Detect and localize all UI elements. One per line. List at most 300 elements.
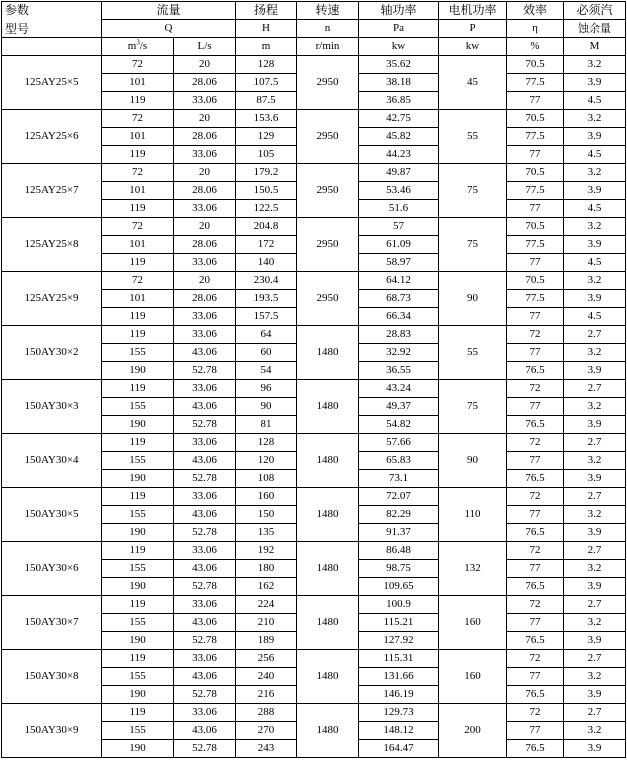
npsh-cell: 4.5 — [564, 146, 626, 164]
flow-m3s-cell: 101 — [102, 74, 174, 92]
unit-head: m — [236, 38, 297, 56]
flow-m3s-cell: 72 — [102, 56, 174, 74]
efficiency-cell: 70.5 — [507, 56, 564, 74]
npsh-cell: 3.2 — [564, 614, 626, 632]
flow-m3s-cell: 155 — [102, 560, 174, 578]
efficiency-cell: 72 — [507, 542, 564, 560]
unit-motor-power: kw — [439, 38, 507, 56]
flow-ls-cell: 52.78 — [174, 740, 236, 758]
shaft-power-cell: 44.23 — [359, 146, 439, 164]
flow-ls-cell: 52.78 — [174, 470, 236, 488]
flow-m3s-cell: 119 — [102, 146, 174, 164]
flow-ls-cell: 43.06 — [174, 560, 236, 578]
npsh-cell: 3.9 — [564, 524, 626, 542]
efficiency-cell: 77 — [507, 398, 564, 416]
head-cell: 157.5 — [236, 308, 297, 326]
efficiency-cell: 77.5 — [507, 236, 564, 254]
speed-cell: 1480 — [297, 326, 359, 380]
shaft-power-cell: 127.92 — [359, 632, 439, 650]
flow-ls-cell: 52.78 — [174, 416, 236, 434]
flow-ls-cell: 33.06 — [174, 146, 236, 164]
speed-cell: 1480 — [297, 596, 359, 650]
flow-m3s-cell: 190 — [102, 470, 174, 488]
npsh-cell: 2.7 — [564, 542, 626, 560]
flow-m3s-cell: 119 — [102, 308, 174, 326]
efficiency-cell: 70.5 — [507, 218, 564, 236]
npsh-cell: 3.2 — [564, 668, 626, 686]
head-cell: 81 — [236, 416, 297, 434]
head-cell: 288 — [236, 704, 297, 722]
npsh-cell: 3.9 — [564, 74, 626, 92]
efficiency-cell: 76.5 — [507, 362, 564, 380]
model-cell: 125AY25×5 — [2, 56, 102, 110]
npsh-cell: 3.9 — [564, 740, 626, 758]
npsh-cell: 2.7 — [564, 704, 626, 722]
flow-m3s-cell: 119 — [102, 650, 174, 668]
efficiency-cell: 77 — [507, 146, 564, 164]
unit-flow-ls: L/s — [174, 38, 236, 56]
model-cell: 150AY30×5 — [2, 488, 102, 542]
flow-m3s-cell: 119 — [102, 326, 174, 344]
head-cell: 64 — [236, 326, 297, 344]
shaft-power-cell: 51.6 — [359, 200, 439, 218]
head-cell: 193.5 — [236, 290, 297, 308]
flow-ls-cell: 20 — [174, 164, 236, 182]
shaft-power-cell: 28.83 — [359, 326, 439, 344]
head-cell: 140 — [236, 254, 297, 272]
head-cell: 105 — [236, 146, 297, 164]
flow-ls-cell: 33.06 — [174, 704, 236, 722]
shaft-power-cell: 58.97 — [359, 254, 439, 272]
symbol-head: H — [236, 20, 297, 38]
efficiency-cell: 76.5 — [507, 578, 564, 596]
head-cell: 128 — [236, 56, 297, 74]
efficiency-cell: 70.5 — [507, 272, 564, 290]
efficiency-cell: 77 — [507, 344, 564, 362]
npsh-label-line2: 蚀余量 — [564, 20, 626, 38]
efficiency-cell: 76.5 — [507, 416, 564, 434]
table-row — [2, 596, 626, 614]
flow-ls-cell: 28.06 — [174, 128, 236, 146]
motor-power-cell: 90 — [439, 434, 507, 488]
head-cell: 150 — [236, 506, 297, 524]
head-cell: 240 — [236, 668, 297, 686]
model-cell: 125AY25×7 — [2, 164, 102, 218]
npsh-cell: 3.2 — [564, 344, 626, 362]
head-cell: 129 — [236, 128, 297, 146]
symbol-flow: Q — [102, 20, 236, 38]
shaft-power-cell: 146.19 — [359, 686, 439, 704]
flow-m3s-cell: 155 — [102, 614, 174, 632]
flow-m3s-cell: 119 — [102, 92, 174, 110]
flow-ls-cell: 43.06 — [174, 344, 236, 362]
flow-m3s-cell: 155 — [102, 506, 174, 524]
head-cell: 179.2 — [236, 164, 297, 182]
flow-m3s-cell: 155 — [102, 452, 174, 470]
shaft-power-cell: 109.65 — [359, 578, 439, 596]
flow-m3s-cell: 119 — [102, 488, 174, 506]
header-speed: 转速 — [297, 2, 359, 20]
npsh-cell: 3.9 — [564, 470, 626, 488]
shaft-power-cell: 49.87 — [359, 164, 439, 182]
flow-m3s-cell: 119 — [102, 254, 174, 272]
shaft-power-cell: 148.12 — [359, 722, 439, 740]
symbol-shaft-power: Pa — [359, 20, 439, 38]
head-cell: 210 — [236, 614, 297, 632]
npsh-cell: 4.5 — [564, 254, 626, 272]
table-row — [2, 326, 626, 344]
head-cell: 135 — [236, 524, 297, 542]
speed-cell: 2950 — [297, 110, 359, 164]
head-cell: 172 — [236, 236, 297, 254]
npsh-cell: 3.9 — [564, 632, 626, 650]
header-row-names — [2, 2, 626, 20]
flow-ls-cell: 28.06 — [174, 74, 236, 92]
shaft-power-cell: 45.82 — [359, 128, 439, 146]
shaft-power-cell: 100.9 — [359, 596, 439, 614]
flow-m3s-cell: 190 — [102, 578, 174, 596]
shaft-power-cell: 65.83 — [359, 452, 439, 470]
flow-ls-cell: 33.06 — [174, 326, 236, 344]
motor-power-cell: 200 — [439, 704, 507, 758]
head-cell: 90 — [236, 398, 297, 416]
efficiency-cell: 72 — [507, 704, 564, 722]
motor-power-cell: 75 — [439, 164, 507, 218]
flow-ls-cell: 20 — [174, 272, 236, 290]
npsh-cell: 2.7 — [564, 650, 626, 668]
head-cell: 192 — [236, 542, 297, 560]
table-row — [2, 542, 626, 560]
efficiency-cell: 77 — [507, 452, 564, 470]
motor-power-cell: 75 — [439, 218, 507, 272]
unit-efficiency: % — [507, 38, 564, 56]
npsh-cell: 3.2 — [564, 398, 626, 416]
flow-ls-cell: 33.06 — [174, 380, 236, 398]
efficiency-cell: 72 — [507, 650, 564, 668]
flow-ls-cell: 52.78 — [174, 524, 236, 542]
flow-m3s-cell: 101 — [102, 236, 174, 254]
flow-ls-cell: 33.06 — [174, 308, 236, 326]
shaft-power-cell: 82.29 — [359, 506, 439, 524]
motor-power-cell: 75 — [439, 380, 507, 434]
unit-npsh: M — [564, 38, 626, 56]
head-cell: 160 — [236, 488, 297, 506]
efficiency-cell: 77 — [507, 506, 564, 524]
efficiency-cell: 77.5 — [507, 182, 564, 200]
flow-ls-cell: 28.06 — [174, 290, 236, 308]
shaft-power-cell: 38.18 — [359, 74, 439, 92]
npsh-cell: 4.5 — [564, 200, 626, 218]
table-row — [2, 650, 626, 668]
npsh-cell: 3.2 — [564, 218, 626, 236]
header-motor-power: 电机功率 — [439, 2, 507, 20]
efficiency-cell: 77 — [507, 668, 564, 686]
efficiency-cell: 77.5 — [507, 74, 564, 92]
efficiency-cell: 77 — [507, 200, 564, 218]
head-cell: 256 — [236, 650, 297, 668]
table-row — [2, 110, 626, 128]
npsh-cell: 2.7 — [564, 596, 626, 614]
flow-ls-cell: 33.06 — [174, 596, 236, 614]
flow-ls-cell: 33.06 — [174, 92, 236, 110]
flow-m3s-cell: 72 — [102, 218, 174, 236]
npsh-cell: 2.7 — [564, 326, 626, 344]
speed-cell: 2950 — [297, 272, 359, 326]
flow-ls-cell: 43.06 — [174, 614, 236, 632]
model-cell: 150AY30×3 — [2, 380, 102, 434]
symbol-efficiency: η — [507, 20, 564, 38]
shaft-power-cell: 91.37 — [359, 524, 439, 542]
head-cell: 270 — [236, 722, 297, 740]
npsh-cell: 2.7 — [564, 434, 626, 452]
shaft-power-cell: 49.37 — [359, 398, 439, 416]
shaft-power-cell: 36.85 — [359, 92, 439, 110]
table-row — [2, 380, 626, 398]
header-shaft-power: 轴功率 — [359, 2, 439, 20]
efficiency-cell: 76.5 — [507, 740, 564, 758]
shaft-power-cell: 131.66 — [359, 668, 439, 686]
head-cell: 128 — [236, 434, 297, 452]
speed-cell: 2950 — [297, 56, 359, 110]
table-row — [2, 704, 626, 722]
speed-cell: 1480 — [297, 488, 359, 542]
flow-ls-cell: 52.78 — [174, 578, 236, 596]
flow-ls-cell: 33.06 — [174, 488, 236, 506]
shaft-power-cell: 53.46 — [359, 182, 439, 200]
header-flow: 流量 — [102, 2, 236, 20]
head-cell: 204.8 — [236, 218, 297, 236]
flow-ls-cell: 20 — [174, 56, 236, 74]
head-cell: 224 — [236, 596, 297, 614]
npsh-cell: 4.5 — [564, 308, 626, 326]
npsh-cell: 3.2 — [564, 722, 626, 740]
efficiency-cell: 77 — [507, 560, 564, 578]
efficiency-cell: 77 — [507, 614, 564, 632]
unit-m3s-tail: /s — [139, 40, 148, 52]
flow-ls-cell: 28.06 — [174, 236, 236, 254]
efficiency-cell: 72 — [507, 434, 564, 452]
flow-ls-cell: 52.78 — [174, 632, 236, 650]
symbol-speed: n — [297, 20, 359, 38]
efficiency-cell: 77.5 — [507, 128, 564, 146]
motor-power-cell: 110 — [439, 488, 507, 542]
npsh-cell: 3.2 — [564, 164, 626, 182]
shaft-power-cell: 57 — [359, 218, 439, 236]
motor-power-cell: 55 — [439, 326, 507, 380]
efficiency-cell: 77 — [507, 722, 564, 740]
flow-ls-cell: 43.06 — [174, 668, 236, 686]
npsh-cell: 2.7 — [564, 488, 626, 506]
header-head: 扬程 — [236, 2, 297, 20]
efficiency-cell: 77.5 — [507, 290, 564, 308]
flow-ls-cell: 33.06 — [174, 434, 236, 452]
npsh-cell: 3.2 — [564, 56, 626, 74]
flow-m3s-cell: 190 — [102, 686, 174, 704]
flow-m3s-cell: 72 — [102, 164, 174, 182]
shaft-power-cell: 164.47 — [359, 740, 439, 758]
flow-m3s-cell: 155 — [102, 668, 174, 686]
motor-power-cell: 160 — [439, 650, 507, 704]
head-cell: 150.5 — [236, 182, 297, 200]
efficiency-cell: 77 — [507, 254, 564, 272]
speed-cell: 1480 — [297, 542, 359, 596]
header-row-units — [2, 38, 626, 56]
shaft-power-cell: 42.75 — [359, 110, 439, 128]
shaft-power-cell: 73.1 — [359, 470, 439, 488]
npsh-cell: 4.5 — [564, 92, 626, 110]
head-cell: 189 — [236, 632, 297, 650]
shaft-power-cell: 43.24 — [359, 380, 439, 398]
flow-m3s-cell: 72 — [102, 110, 174, 128]
motor-power-cell: 160 — [439, 596, 507, 650]
flow-m3s-cell: 119 — [102, 200, 174, 218]
unit-m3s-base: m — [127, 40, 137, 52]
shaft-power-cell: 64.12 — [359, 272, 439, 290]
model-cell: 125AY25×9 — [2, 272, 102, 326]
npsh-cell: 3.2 — [564, 452, 626, 470]
shaft-power-cell: 54.82 — [359, 416, 439, 434]
flow-ls-cell: 52.78 — [174, 686, 236, 704]
table-row — [2, 488, 626, 506]
flow-ls-cell: 33.06 — [174, 650, 236, 668]
shaft-power-cell: 68.73 — [359, 290, 439, 308]
npsh-cell: 3.2 — [564, 272, 626, 290]
shaft-power-cell: 32.92 — [359, 344, 439, 362]
model-cell: 125AY25×6 — [2, 110, 102, 164]
unit-flow-m3s — [102, 38, 174, 56]
model-cell: 150AY30×6 — [2, 542, 102, 596]
flow-ls-cell: 43.06 — [174, 452, 236, 470]
flow-m3s-cell: 155 — [102, 722, 174, 740]
unit-m3s-sup: 3 — [136, 38, 140, 47]
shaft-power-cell: 61.09 — [359, 236, 439, 254]
head-cell: 120 — [236, 452, 297, 470]
flow-ls-cell: 33.06 — [174, 254, 236, 272]
flow-ls-cell: 43.06 — [174, 398, 236, 416]
table-body — [2, 56, 626, 758]
shaft-power-cell: 72.07 — [359, 488, 439, 506]
head-cell: 122.5 — [236, 200, 297, 218]
header-corner-cell — [2, 2, 102, 38]
npsh-cell: 3.2 — [564, 560, 626, 578]
npsh-cell: 3.9 — [564, 578, 626, 596]
npsh-cell: 3.2 — [564, 110, 626, 128]
efficiency-cell: 72 — [507, 380, 564, 398]
efficiency-cell: 77 — [507, 308, 564, 326]
shaft-power-cell: 129.73 — [359, 704, 439, 722]
shaft-power-cell: 98.75 — [359, 560, 439, 578]
corner-label-model: 型号 — [5, 22, 30, 36]
flow-ls-cell: 33.06 — [174, 200, 236, 218]
model-cell: 150AY30×4 — [2, 434, 102, 488]
table-row — [2, 164, 626, 182]
table-row — [2, 434, 626, 452]
efficiency-cell: 77 — [507, 92, 564, 110]
shaft-power-cell: 86.48 — [359, 542, 439, 560]
npsh-cell: 3.9 — [564, 236, 626, 254]
efficiency-cell: 76.5 — [507, 524, 564, 542]
head-cell: 153.6 — [236, 110, 297, 128]
flow-ls-cell: 52.78 — [174, 362, 236, 380]
flow-m3s-cell: 72 — [102, 272, 174, 290]
flow-m3s-cell: 190 — [102, 416, 174, 434]
flow-m3s-cell: 190 — [102, 524, 174, 542]
speed-cell: 1480 — [297, 380, 359, 434]
corner-label-params: 参数 — [5, 3, 30, 17]
efficiency-cell: 76.5 — [507, 470, 564, 488]
shaft-power-cell: 115.21 — [359, 614, 439, 632]
motor-power-cell: 132 — [439, 542, 507, 596]
flow-m3s-cell: 190 — [102, 362, 174, 380]
head-cell: 60 — [236, 344, 297, 362]
flow-ls-cell: 33.06 — [174, 542, 236, 560]
flow-m3s-cell: 101 — [102, 182, 174, 200]
motor-power-cell: 45 — [439, 56, 507, 110]
efficiency-cell: 76.5 — [507, 686, 564, 704]
motor-power-cell: 55 — [439, 110, 507, 164]
header-npsh: 必须汽 — [564, 2, 626, 20]
flow-m3s-cell: 119 — [102, 434, 174, 452]
head-cell: 108 — [236, 470, 297, 488]
efficiency-cell: 72 — [507, 326, 564, 344]
header-efficiency: 效率 — [507, 2, 564, 20]
model-cell: 150AY30×8 — [2, 650, 102, 704]
flow-m3s-cell: 155 — [102, 398, 174, 416]
flow-m3s-cell: 119 — [102, 380, 174, 398]
flow-m3s-cell: 155 — [102, 344, 174, 362]
symbol-motor-power: P — [439, 20, 507, 38]
npsh-cell: 2.7 — [564, 380, 626, 398]
npsh-cell: 3.9 — [564, 416, 626, 434]
efficiency-cell: 72 — [507, 596, 564, 614]
flow-ls-cell: 43.06 — [174, 506, 236, 524]
model-cell: 150AY30×2 — [2, 326, 102, 380]
speed-cell: 1480 — [297, 434, 359, 488]
units-model-cell — [2, 38, 102, 56]
flow-m3s-cell: 101 — [102, 128, 174, 146]
npsh-cell: 3.9 — [564, 182, 626, 200]
head-cell: 162 — [236, 578, 297, 596]
flow-ls-cell: 28.06 — [174, 182, 236, 200]
pump-spec-table — [1, 1, 626, 758]
head-cell: 180 — [236, 560, 297, 578]
flow-ls-cell: 20 — [174, 218, 236, 236]
efficiency-cell: 76.5 — [507, 632, 564, 650]
shaft-power-cell: 66.34 — [359, 308, 439, 326]
speed-cell: 2950 — [297, 218, 359, 272]
shaft-power-cell: 35.62 — [359, 56, 439, 74]
table-row — [2, 56, 626, 74]
npsh-cell: 3.2 — [564, 506, 626, 524]
speed-cell: 1480 — [297, 650, 359, 704]
npsh-cell: 3.9 — [564, 290, 626, 308]
table-row — [2, 218, 626, 236]
head-cell: 230.4 — [236, 272, 297, 290]
model-cell: 125AY25×8 — [2, 218, 102, 272]
flow-m3s-cell: 101 — [102, 290, 174, 308]
flow-m3s-cell: 190 — [102, 740, 174, 758]
flow-m3s-cell: 119 — [102, 704, 174, 722]
npsh-cell: 3.9 — [564, 686, 626, 704]
head-cell: 96 — [236, 380, 297, 398]
table-row — [2, 272, 626, 290]
unit-shaft-power: kw — [359, 38, 439, 56]
head-cell: 216 — [236, 686, 297, 704]
model-cell: 150AY30×9 — [2, 704, 102, 758]
motor-power-cell: 90 — [439, 272, 507, 326]
model-cell: 150AY30×7 — [2, 596, 102, 650]
efficiency-cell: 72 — [507, 488, 564, 506]
